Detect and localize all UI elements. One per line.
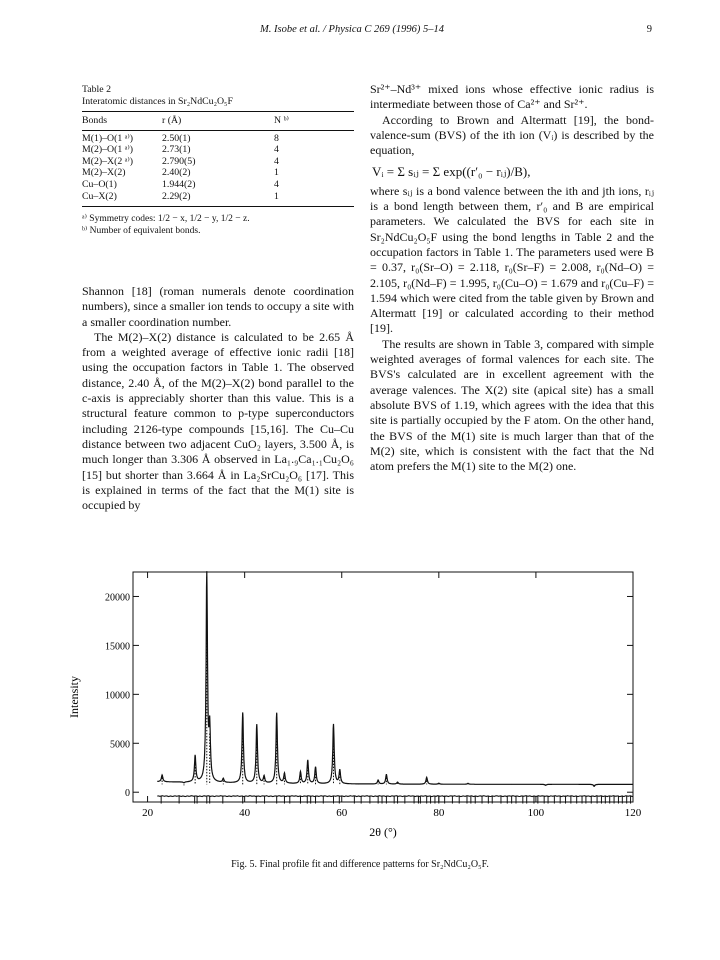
- table-row: [82, 167, 354, 179]
- bvs-equation: Vᵢ = Σ sᵢⱼ = Σ exp((r′₀ − rᵢⱼ)/B),: [372, 164, 531, 180]
- paragraph: The results are shown in Table 3, compared with simple weighted averages of formal valences for each site. The BVS's calculated are in excellent agreement with the average valences. The X(2) site (apical site) has a small absolute BVS of 1.19, which agrees with the idea that this site is partially occupied by the F atom. On the other hand, the BVS of the M(1) site is much larger than that of the M(2) site, which is consistent with the fact that the Nd atom prefers the M(1) site to the M(2) one.: [370, 336, 654, 474]
- column-header-count: N ᵇ⁾: [274, 112, 354, 131]
- difference-line: [157, 796, 633, 797]
- y-tick-label: 20000: [105, 592, 130, 604]
- footnote-a: ᵃ⁾ Symmetry codes: 1/2 − x, 1/2 − y, 1/2 − z.: [82, 214, 250, 225]
- diffraction-chart: [60, 562, 670, 852]
- x-axis-label: 2θ (°): [369, 825, 397, 839]
- page-number: 9: [646, 24, 652, 35]
- bond-cell: Cu–O(1): [82, 178, 117, 190]
- column-header-distance: r (Å): [162, 112, 274, 131]
- y-axis-label: Intensity: [67, 676, 81, 718]
- count-cell: 1: [274, 167, 279, 179]
- distances-table: [82, 111, 354, 207]
- table-footnotes: [82, 213, 354, 237]
- y-tick-label: 10000: [105, 690, 130, 702]
- column-header-bonds: Bonds: [82, 112, 162, 131]
- journal-citation: M. Isobe et al. / Physica C 269 (1996) 5–14: [260, 24, 445, 35]
- x-tick-label: 80: [433, 807, 445, 819]
- x-tick-label: 120: [624, 807, 642, 819]
- footnote-b: ᵇ⁾ Number of equivalent bonds.: [82, 226, 201, 237]
- distance-cell: 2.790(5): [162, 155, 196, 167]
- paragraph: Sr²⁺–Nd³⁺ mixed ions whose effective ionic radius is intermediate between those of Ca²⁺ and Sr²⁺.: [370, 82, 654, 112]
- distance-cell: 2.29(2): [162, 191, 274, 207]
- table-row: [82, 130, 354, 144]
- paragraph: where sᵢⱼ is a bond valence between the ith and jth ions, rᵢⱼ is a bond length between them, r′₀ and B are empirical parameters. We calculated the BVS for each site in Sr₂NdCu₂O₅F using the bond lengths in Table 2 and the occupation factors in Table 1. The parameters used were B = 0.37, r₀(Sr–O) = 2.118, r₀(Sr–F) = 2.008, r₀(Nd–O) = 2.105, r₀(Nd–F) = 1.995, r₀(Cu–O) = 1.679 and r₀(Cu–F) = 1.594 which were cited from the table given by Brown and Altermatt [19] or calculated according to their method [19].: [370, 183, 654, 336]
- distance-cell: 2.40(2): [162, 167, 191, 179]
- table-row: [82, 191, 354, 207]
- table-title: Interatomic distances in Sr₂NdCu₂O₅F: [82, 96, 233, 107]
- y-tick-label: 5000: [110, 739, 130, 751]
- paragraph: Shannon [18] (roman numerals denote coordination numbers), since a smaller ion tends to occupy a site with a smaller coordination number.: [82, 284, 354, 329]
- figure-5: [60, 562, 670, 852]
- bond-cell: M(2)–O(1 ᵃ⁾): [82, 144, 134, 156]
- paragraph: The M(2)–X(2) distance is calculated to be 2.65 Å from a weighted average of effective ionic radii [18] using the occupation factors in Table 1. The observed distance, 2.40 Å, of the M(2)–X(2) bond parallel to the c-axis is appreciably shorter than this value. This is a structural feature common to p-type superconductors including 2126-type compounds [15,16]. The Cu–Cu distance between two adjacent CuO₂ layers, 3.500 Å, is much longer than 3.306 Å observed in La₁.₉Ca₁.₁Cu₂O₆ [15] but shorter than 3.664 Å in La₂SrCu₂O₆ [17]. This is explained in terms of the fact that the M(1) site is occupied by: [82, 329, 354, 513]
- bond-cell: M(2)–X(2): [82, 167, 126, 179]
- table-row: [82, 144, 354, 156]
- paragraph: According to Brown and Altermatt [19], the bond-valence-sum (BVS) of the ith ion (Vᵢ) is described by the equation,: [370, 112, 654, 158]
- bond-cell: Cu–X(2): [82, 191, 162, 207]
- distance-cell: 2.73(1): [162, 144, 191, 156]
- x-tick-label: 60: [336, 807, 348, 819]
- y-tick-label: 0: [125, 788, 130, 800]
- distance-cell: 1.944(2): [162, 178, 196, 190]
- count-cell: 4: [274, 144, 279, 156]
- bond-cell: M(1)–O(1 ᵃ⁾): [82, 132, 134, 144]
- table-row: [82, 156, 354, 168]
- right-column-text: [370, 82, 654, 474]
- count-cell: 8: [274, 132, 279, 144]
- count-cell: 4: [274, 155, 279, 167]
- count-cell: 4: [274, 178, 279, 190]
- count-cell: 1: [274, 191, 354, 207]
- x-tick-label: 20: [142, 807, 154, 819]
- left-column-text: [82, 284, 354, 513]
- table-2: [82, 84, 354, 237]
- x-tick-label: 100: [527, 807, 545, 819]
- profile-fit-line: [157, 571, 633, 786]
- bond-cell: M(2)–X(2 ᵃ⁾): [82, 155, 134, 167]
- table-label: Table 2: [82, 84, 111, 95]
- x-tick-label: 40: [239, 807, 251, 819]
- figure-caption: Fig. 5. Final profile fit and difference patterns for Sr₂NdCu₂O₅F.: [231, 859, 489, 870]
- table-row: [82, 179, 354, 191]
- distance-cell: 2.50(1): [162, 132, 191, 144]
- y-tick-label: 15000: [105, 641, 130, 653]
